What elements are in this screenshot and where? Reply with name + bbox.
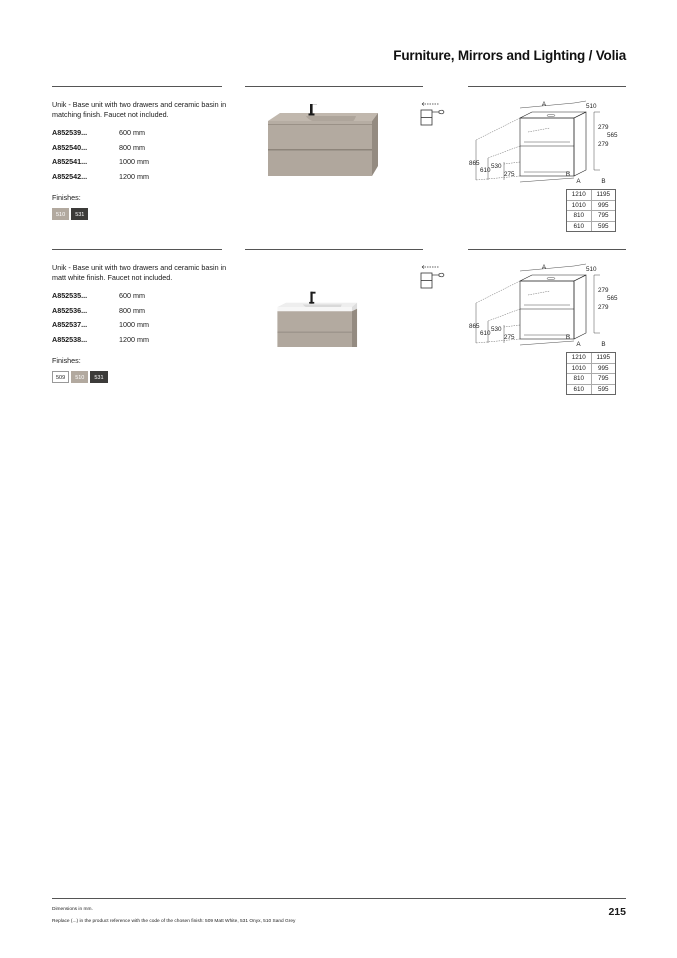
reference-size: 1000 mm [119, 320, 149, 329]
table-cell: 795 [597, 375, 609, 383]
dim-label-a: A [541, 101, 547, 108]
table-header-cell: B [601, 178, 606, 185]
reference-code: A852536... [52, 305, 88, 315]
finishes-label: Finishes: [52, 193, 81, 202]
finish-swatches [52, 208, 88, 220]
reference-code: A852537... [52, 320, 88, 329]
table-row [567, 190, 615, 201]
dim-label-275: 275 [504, 171, 515, 178]
dim-label-865: 865 [469, 160, 480, 167]
wall-mount-icon [417, 263, 447, 293]
table-row [567, 364, 615, 375]
reference-row [52, 335, 149, 350]
reference-size: 1000 mm [119, 157, 149, 166]
divider [468, 249, 626, 250]
table-cell: 610 [567, 222, 592, 232]
finish-swatches [52, 371, 108, 383]
finish-swatch-531: 531 [90, 371, 107, 383]
dim-label-530: 530 [491, 326, 502, 333]
table-header-cell: A [576, 341, 581, 348]
reference-row [52, 172, 149, 187]
reference-size: 600 mm [119, 291, 145, 300]
finish-swatch-531: 531 [71, 208, 88, 220]
divider [468, 86, 626, 87]
table-cell: 795 [597, 212, 609, 220]
divider [245, 86, 423, 87]
finish-swatch-510: 510 [71, 371, 88, 383]
reference-row [52, 157, 149, 172]
table-body [566, 352, 616, 395]
dim-label-510: 510 [586, 266, 597, 273]
reference-code: A852540... [52, 142, 88, 152]
reference-list [52, 128, 149, 186]
finish-swatch-510: 510 [52, 208, 69, 220]
divider [52, 249, 222, 250]
dim-label-279: 279 [598, 304, 609, 311]
reference-code: A852541... [52, 157, 88, 166]
divider [245, 249, 423, 250]
dim-label-610: 610 [480, 167, 491, 174]
reference-code: A852539... [52, 128, 88, 137]
page-title: Furniture, Mirrors and Lighting / Volia [393, 48, 626, 63]
dimension-table [566, 178, 616, 232]
table-header [566, 341, 616, 352]
technical-drawing [468, 261, 628, 351]
product-description: Unik - Base unit with two drawers and ceramic basin in matching finish. Faucet not included. [52, 100, 227, 119]
reference-code: A852535... [52, 291, 88, 300]
dim-label-865: 865 [469, 323, 480, 330]
table-row [567, 211, 615, 222]
reference-row [52, 291, 149, 306]
table-cell: 1010 [567, 364, 592, 374]
table-cell: 995 [597, 201, 609, 209]
reference-row [52, 128, 149, 143]
reference-code: A852542... [52, 171, 88, 181]
footer-note-dimensions: Dimensions in mm. [52, 907, 93, 912]
table-row [567, 385, 615, 395]
dim-label-510: 510 [586, 103, 597, 110]
dim-label-b: B [565, 334, 571, 341]
dimension-table [566, 341, 616, 395]
product-image-sand-grey [264, 104, 382, 184]
table-header-cell: A [576, 178, 581, 185]
dim-label-610: 610 [480, 330, 491, 337]
product-image-matt-white-basin [274, 267, 374, 347]
footer-note-finish-codes: Replace (...) in the product reference with the code of the chosen finish: 509 Matt White, 531 Onyx, 510 Sand Grey [52, 919, 296, 924]
reference-row [52, 320, 149, 335]
table-cell: 610 [567, 385, 592, 395]
reference-code: A852538... [52, 334, 88, 344]
table-cell: 1010 [567, 201, 592, 211]
dim-label-b: B [565, 171, 571, 178]
table-header-cell: B [601, 341, 606, 348]
table-cell: 595 [597, 385, 609, 393]
table-row [567, 201, 615, 212]
product-section-1 [52, 86, 626, 236]
dim-label-279: 279 [598, 141, 609, 148]
reference-size: 800 mm [119, 142, 145, 152]
table-cell: 1210 [567, 353, 592, 363]
dim-label-279: 279 [598, 287, 609, 294]
dim-label-a: A [541, 264, 547, 271]
table-cell: 810 [567, 211, 592, 221]
reference-size: 1200 mm [119, 334, 149, 344]
dim-label-530: 530 [491, 163, 502, 170]
wall-mount-icon [417, 100, 447, 130]
table-cell: 1210 [567, 190, 592, 200]
dim-label-279: 279 [598, 124, 609, 131]
table-row [567, 222, 615, 232]
finishes-label: Finishes: [52, 356, 81, 365]
dim-label-275: 275 [504, 334, 515, 341]
product-section-2 [52, 249, 626, 399]
table-cell: 1195 [596, 354, 611, 361]
reference-size: 600 mm [119, 128, 145, 137]
dim-label-565: 565 [607, 295, 618, 302]
table-cell: 595 [597, 222, 609, 230]
table-cell: 810 [567, 374, 592, 384]
reference-size: 1200 mm [119, 171, 149, 181]
table-row [567, 374, 615, 385]
divider [52, 86, 222, 87]
table-row [567, 353, 615, 364]
footer-divider [52, 898, 626, 899]
reference-size: 800 mm [119, 305, 145, 315]
product-description: Unik - Base unit with two drawers and ceramic basin in matt white finish. Faucet not included. [52, 263, 227, 282]
dim-label-565: 565 [607, 132, 618, 139]
table-header [566, 178, 616, 189]
table-cell: 1195 [596, 191, 611, 198]
reference-row [52, 143, 149, 158]
reference-row [52, 306, 149, 321]
technical-drawing [468, 98, 628, 188]
table-cell: 995 [597, 364, 609, 372]
reference-list [52, 291, 149, 349]
page-number: 215 [608, 906, 626, 918]
table-body [566, 189, 616, 232]
finish-swatch-509: 509 [52, 371, 69, 383]
